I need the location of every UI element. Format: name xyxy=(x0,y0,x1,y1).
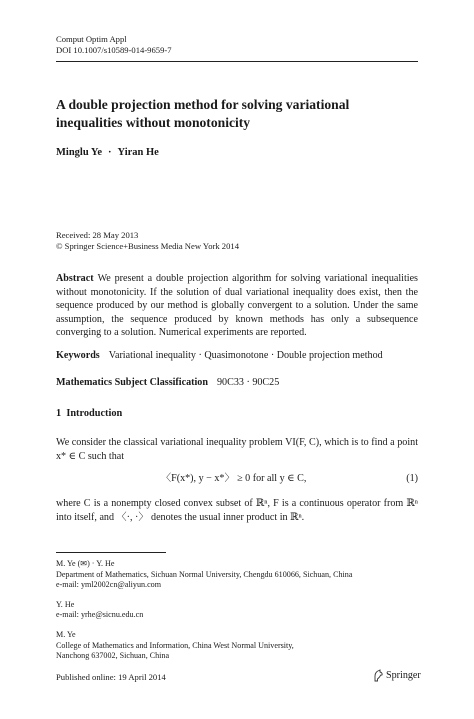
equation-number: (1) xyxy=(406,473,418,484)
msc-codes: 90C33 · 90C25 xyxy=(217,377,280,388)
author-separator: · xyxy=(108,147,112,158)
paper-title: A double projection method for solving variational inequalities without monotonicity xyxy=(56,97,350,130)
footnote-affiliation: College of Mathematics and Information, China West Normal University, xyxy=(56,640,294,650)
copyright-line: © Springer Science+Business Media New York 2014 xyxy=(56,241,239,251)
doi: DOI 10.1007/s10589-014-9659-7 xyxy=(56,45,172,55)
publisher-logo xyxy=(372,669,421,682)
equation-1 xyxy=(56,471,418,487)
author-footnotes xyxy=(56,559,418,662)
footnote-email: e-mail: yrhe@sicnu.edu.cn xyxy=(56,610,144,620)
keywords-label: Keywords xyxy=(56,350,100,361)
publication-dates xyxy=(56,230,239,252)
msc-classification xyxy=(56,376,418,390)
footnote-affiliation: Department of Mathematics, Sichuan Normal University, Chengdu 610066, Sichuan, China xyxy=(56,569,353,579)
footnote-author-name: M. Ye xyxy=(56,629,76,639)
msc-label: Mathematics Subject Classification xyxy=(56,377,208,388)
author-list xyxy=(56,147,159,158)
journal-name: Comput Optim Appl xyxy=(56,34,127,44)
footnote-authors: M. Ye (✉) · Y. He xyxy=(56,559,115,568)
published-date: Published online: 19 April 2014 xyxy=(56,672,166,682)
section-title: Introduction xyxy=(66,408,123,419)
journal-header xyxy=(56,34,172,56)
abstract-text: We present a double projection algorithm for solving variational inequalities without monotonicity. If the solution of dual variational inequality does exist, then the sequence produced by our method is globally convergent to a solution. Under the same assumption, the sequence produced by known methods has only a subsequence converging to a solution. Numerical experiments are reported. xyxy=(56,273,418,339)
author-name: Yiran He xyxy=(117,147,159,158)
keywords-text: Variational inequality · Quasimonotone · Double projection method xyxy=(108,350,383,361)
post-equation-paragraph: where C is a nonempty closed convex subset of ℝⁿ, F is a continuous operator from ℝⁿ into itself, and 〈·, ·〉 denotes the usual inner product in ℝⁿ. xyxy=(56,498,418,523)
header-rule xyxy=(56,61,418,62)
springer-horse-icon xyxy=(372,669,384,682)
abstract xyxy=(56,272,418,340)
footnote-email: e-mail: yml2002cn@aliyun.com xyxy=(56,580,162,590)
equation-body: 〈F(x*), y − x*〉 ≥ 0 for all y ∈ C, xyxy=(161,473,307,484)
abstract-label: Abstract xyxy=(56,273,94,284)
section-number: 1 xyxy=(56,408,62,419)
publisher-name: Springer xyxy=(386,670,421,681)
footnote-affiliation: Nanchong 637002, Sichuan, China xyxy=(56,651,170,661)
intro-paragraph: We consider the classical variational inequality problem VI(F, C), which is to find a point x* ∈ C such that xyxy=(56,437,418,462)
keywords xyxy=(56,349,426,363)
author-name: Minglu Ye xyxy=(56,147,102,158)
footnote-rule xyxy=(56,552,166,553)
section-heading xyxy=(56,408,122,419)
footnote-author-name: Y. He xyxy=(56,599,75,609)
received-date: Received: 28 May 2013 xyxy=(56,230,139,240)
